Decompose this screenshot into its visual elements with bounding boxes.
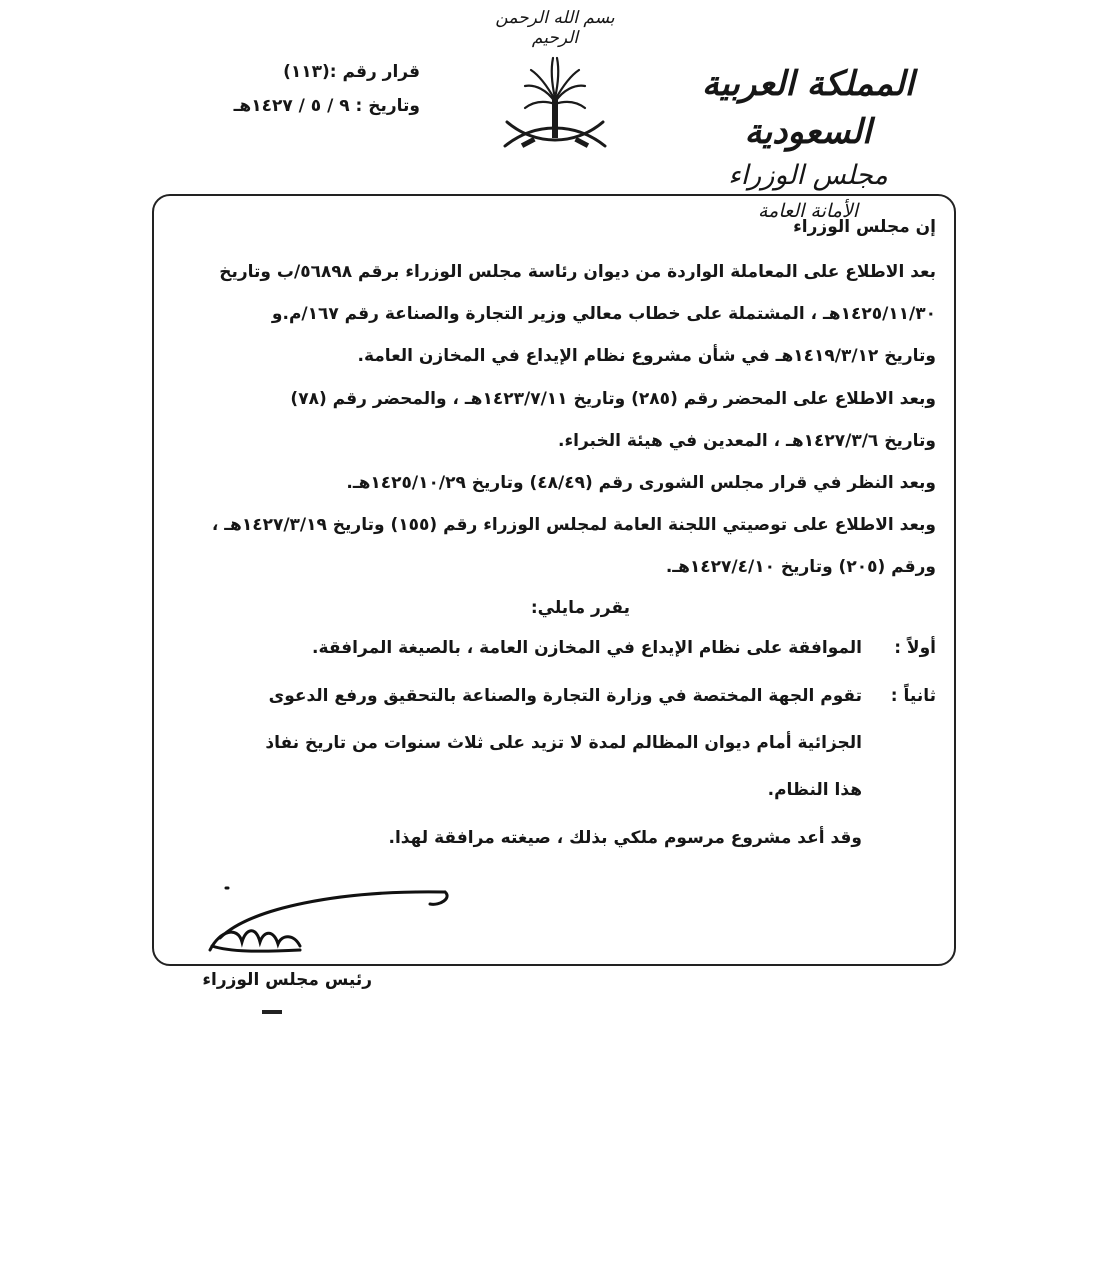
body-line-7: وبعد الاطلاع على توصيتي اللجنة العامة لمجلس الوزراء رقم (١٥٥) وتاريخ ١٤٢٧/٣/١٩هـ ، bbox=[211, 515, 936, 535]
item2-line-3: هذا النظام. bbox=[767, 780, 862, 800]
signature-mark bbox=[262, 1010, 282, 1014]
body-line-4: وبعد الاطلاع على المحضر رقم (٢٨٥) وتاريخ ١٤٢٣/٧/١١هـ ، والمحضر رقم (٧٨) bbox=[290, 389, 936, 409]
item2-line-2: الجزائية أمام ديوان المظالم لمدة لا تزيد على ثلاث سنوات من تاريخ نفاذ bbox=[265, 733, 862, 753]
body-line-5: وتاريخ ١٤٢٧/٣/٦هـ ، المعدين في هيئة الخبراء. bbox=[558, 431, 936, 451]
body-line-6: وبعد النظر في قرار مجلس الشورى رقم (٤٨/٤٩) وتاريخ ١٤٢٥/١٠/٢٩هـ. bbox=[346, 473, 936, 493]
council-name: مجلس الوزراء bbox=[728, 160, 888, 191]
opening-line: إن مجلس الوزراء bbox=[793, 217, 936, 237]
decision-reference bbox=[180, 55, 420, 123]
item1-text: الموافقة على نظام الإيداع في المخازن العامة ، بالصيغة المرافقة. bbox=[312, 638, 862, 658]
basmala: بسم الله الرحمن الرحيم bbox=[495, 8, 615, 48]
handwritten-signature bbox=[190, 880, 460, 970]
signer-title: رئيس مجلس الوزراء bbox=[202, 970, 372, 990]
saudi-emblem-icon bbox=[495, 50, 615, 170]
kingdom-name: المملكة العربية السعودية bbox=[701, 64, 915, 152]
body-line-8: ورقم (٢٠٥) وتاريخ ١٤٢٧/٤/١٠هـ. bbox=[665, 557, 936, 577]
decision-number: قرار رقم :(١١٣) bbox=[283, 62, 420, 82]
item2-label: ثانياً : bbox=[890, 686, 936, 706]
body-line-1: بعد الاطلاع على المعاملة الواردة من ديوان رئاسة مجلس الوزراء برقم ٥٦٨٩٨/ب وتاريخ bbox=[219, 262, 936, 282]
body-line-2: ١٤٢٥/١١/٣٠هـ ، المشتملة على خطاب معالي وزير التجارة والصناعة رقم ١٦٧/م.و bbox=[271, 304, 936, 324]
item1-label: أولاً : bbox=[894, 638, 936, 658]
closing-line: وقد أعد مشروع مرسوم ملكي بذلك ، صيغته مرافقة لهذا. bbox=[388, 828, 862, 848]
item2-line-1: تقوم الجهة المختصة في وزارة التجارة والصناعة بالتحقيق ورفع الدعوى bbox=[268, 686, 862, 706]
decides-heading: يقرر مايلي: bbox=[530, 598, 630, 618]
secretariat-name: الأمانة العامة bbox=[758, 200, 858, 222]
body-line-3: وتاريخ ١٤١٩/٣/١٢هـ في شأن مشروع نظام الإيداع في المخازن العامة. bbox=[357, 346, 936, 366]
decision-date: وتاريخ : ٩ / ٥ / ١٤٢٧هـ bbox=[233, 96, 420, 116]
